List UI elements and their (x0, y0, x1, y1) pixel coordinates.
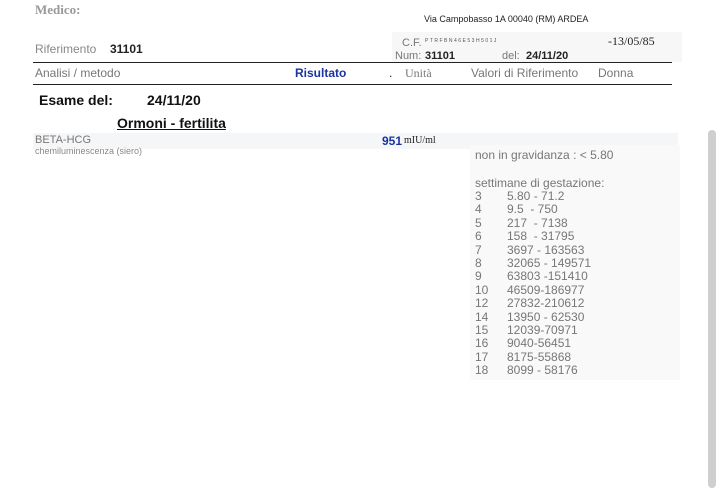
col-analisi: Analisi / metodo (35, 66, 121, 80)
week-row (475, 189, 564, 203)
exam-date: 24/11/20 (147, 92, 201, 108)
weeks-title: settimane di gestazione: (475, 176, 605, 190)
week-row (475, 256, 591, 270)
week-range: 8175-55868 (507, 349, 572, 364)
test-unit: mIU/ml (404, 135, 436, 146)
week-number: 7 (475, 242, 482, 257)
week-range: 5.80 - 71.2 (507, 189, 565, 203)
col-dot: . (389, 66, 393, 80)
week-range: 3697 - 163563 (507, 242, 585, 257)
col-unita: Unità (405, 66, 432, 80)
week-row (475, 283, 584, 297)
exam-label: Esame del: (39, 92, 113, 108)
week-range: 46509-186977 (507, 282, 585, 297)
week-number: 4 (475, 202, 482, 217)
week-number: 9 (475, 269, 482, 284)
week-range: 63803 -151410 (507, 269, 588, 284)
week-number: 17 (475, 349, 489, 364)
week-number: 10 (475, 282, 489, 297)
birth-date: -13/05/85 (608, 34, 655, 48)
week-range: 12039-70971 (507, 323, 578, 337)
week-number: 8 (475, 256, 482, 270)
week-range: 217 - 7138 (507, 215, 568, 230)
num-value: 31101 (425, 50, 455, 62)
week-number: 12 (475, 296, 489, 311)
week-number: 16 (475, 336, 489, 351)
address-text: Via Campobasso 1A 00040 (RM) ARDEA (424, 14, 589, 24)
header-rule-top (33, 62, 672, 63)
header-rule-bottom (33, 84, 672, 85)
week-range: 8099 - 58176 (507, 363, 578, 378)
medico-label: Medico: (35, 2, 81, 17)
week-number: 15 (475, 323, 489, 337)
week-range: 32065 - 149571 (507, 256, 592, 270)
num-label: Num: (395, 50, 422, 62)
week-row (475, 229, 574, 243)
test-result: 951 (382, 134, 403, 148)
week-row (475, 310, 584, 324)
week-range: 9040-56451 (507, 336, 572, 351)
week-number: 3 (475, 189, 482, 203)
week-range: 27832-210612 (507, 296, 585, 311)
week-number: 14 (475, 309, 489, 324)
cf-label: C.F. (402, 37, 422, 49)
del-value: 24/11/20 (526, 50, 569, 62)
del-label: del: (502, 50, 520, 62)
week-row (475, 363, 578, 377)
riferimento-label: Riferimento (35, 42, 97, 56)
week-number: 5 (475, 215, 482, 230)
week-row (475, 323, 578, 337)
cf-value: PTRFBN46E53H501J (425, 38, 498, 44)
week-row (475, 243, 584, 257)
week-row (475, 216, 568, 230)
week-row (475, 269, 588, 283)
week-row (475, 350, 571, 364)
test-name: BETA-HCG (35, 134, 92, 146)
ref-non-pregnant: non in gravidanza : < 5.80 (475, 148, 614, 162)
col-risultato: Risultato (295, 66, 347, 80)
riferimento-value: 31101 (110, 42, 143, 56)
test-method: chemiluminescenza (siero) (35, 146, 143, 156)
week-number: 6 (475, 229, 482, 244)
week-row (475, 202, 558, 216)
section-title: Ormoni - fertilita (117, 115, 226, 131)
week-number: 18 (475, 363, 489, 378)
week-row (475, 336, 571, 350)
week-row (475, 296, 584, 310)
vertical-scrollbar[interactable] (708, 130, 716, 488)
week-range: 13950 - 62530 (507, 309, 585, 324)
week-range: 158 - 31795 (507, 229, 575, 244)
col-valori: Valori di Riferimento (471, 66, 579, 80)
col-donna: Donna (598, 66, 634, 80)
week-range: 9.5 - 750 (507, 202, 558, 217)
